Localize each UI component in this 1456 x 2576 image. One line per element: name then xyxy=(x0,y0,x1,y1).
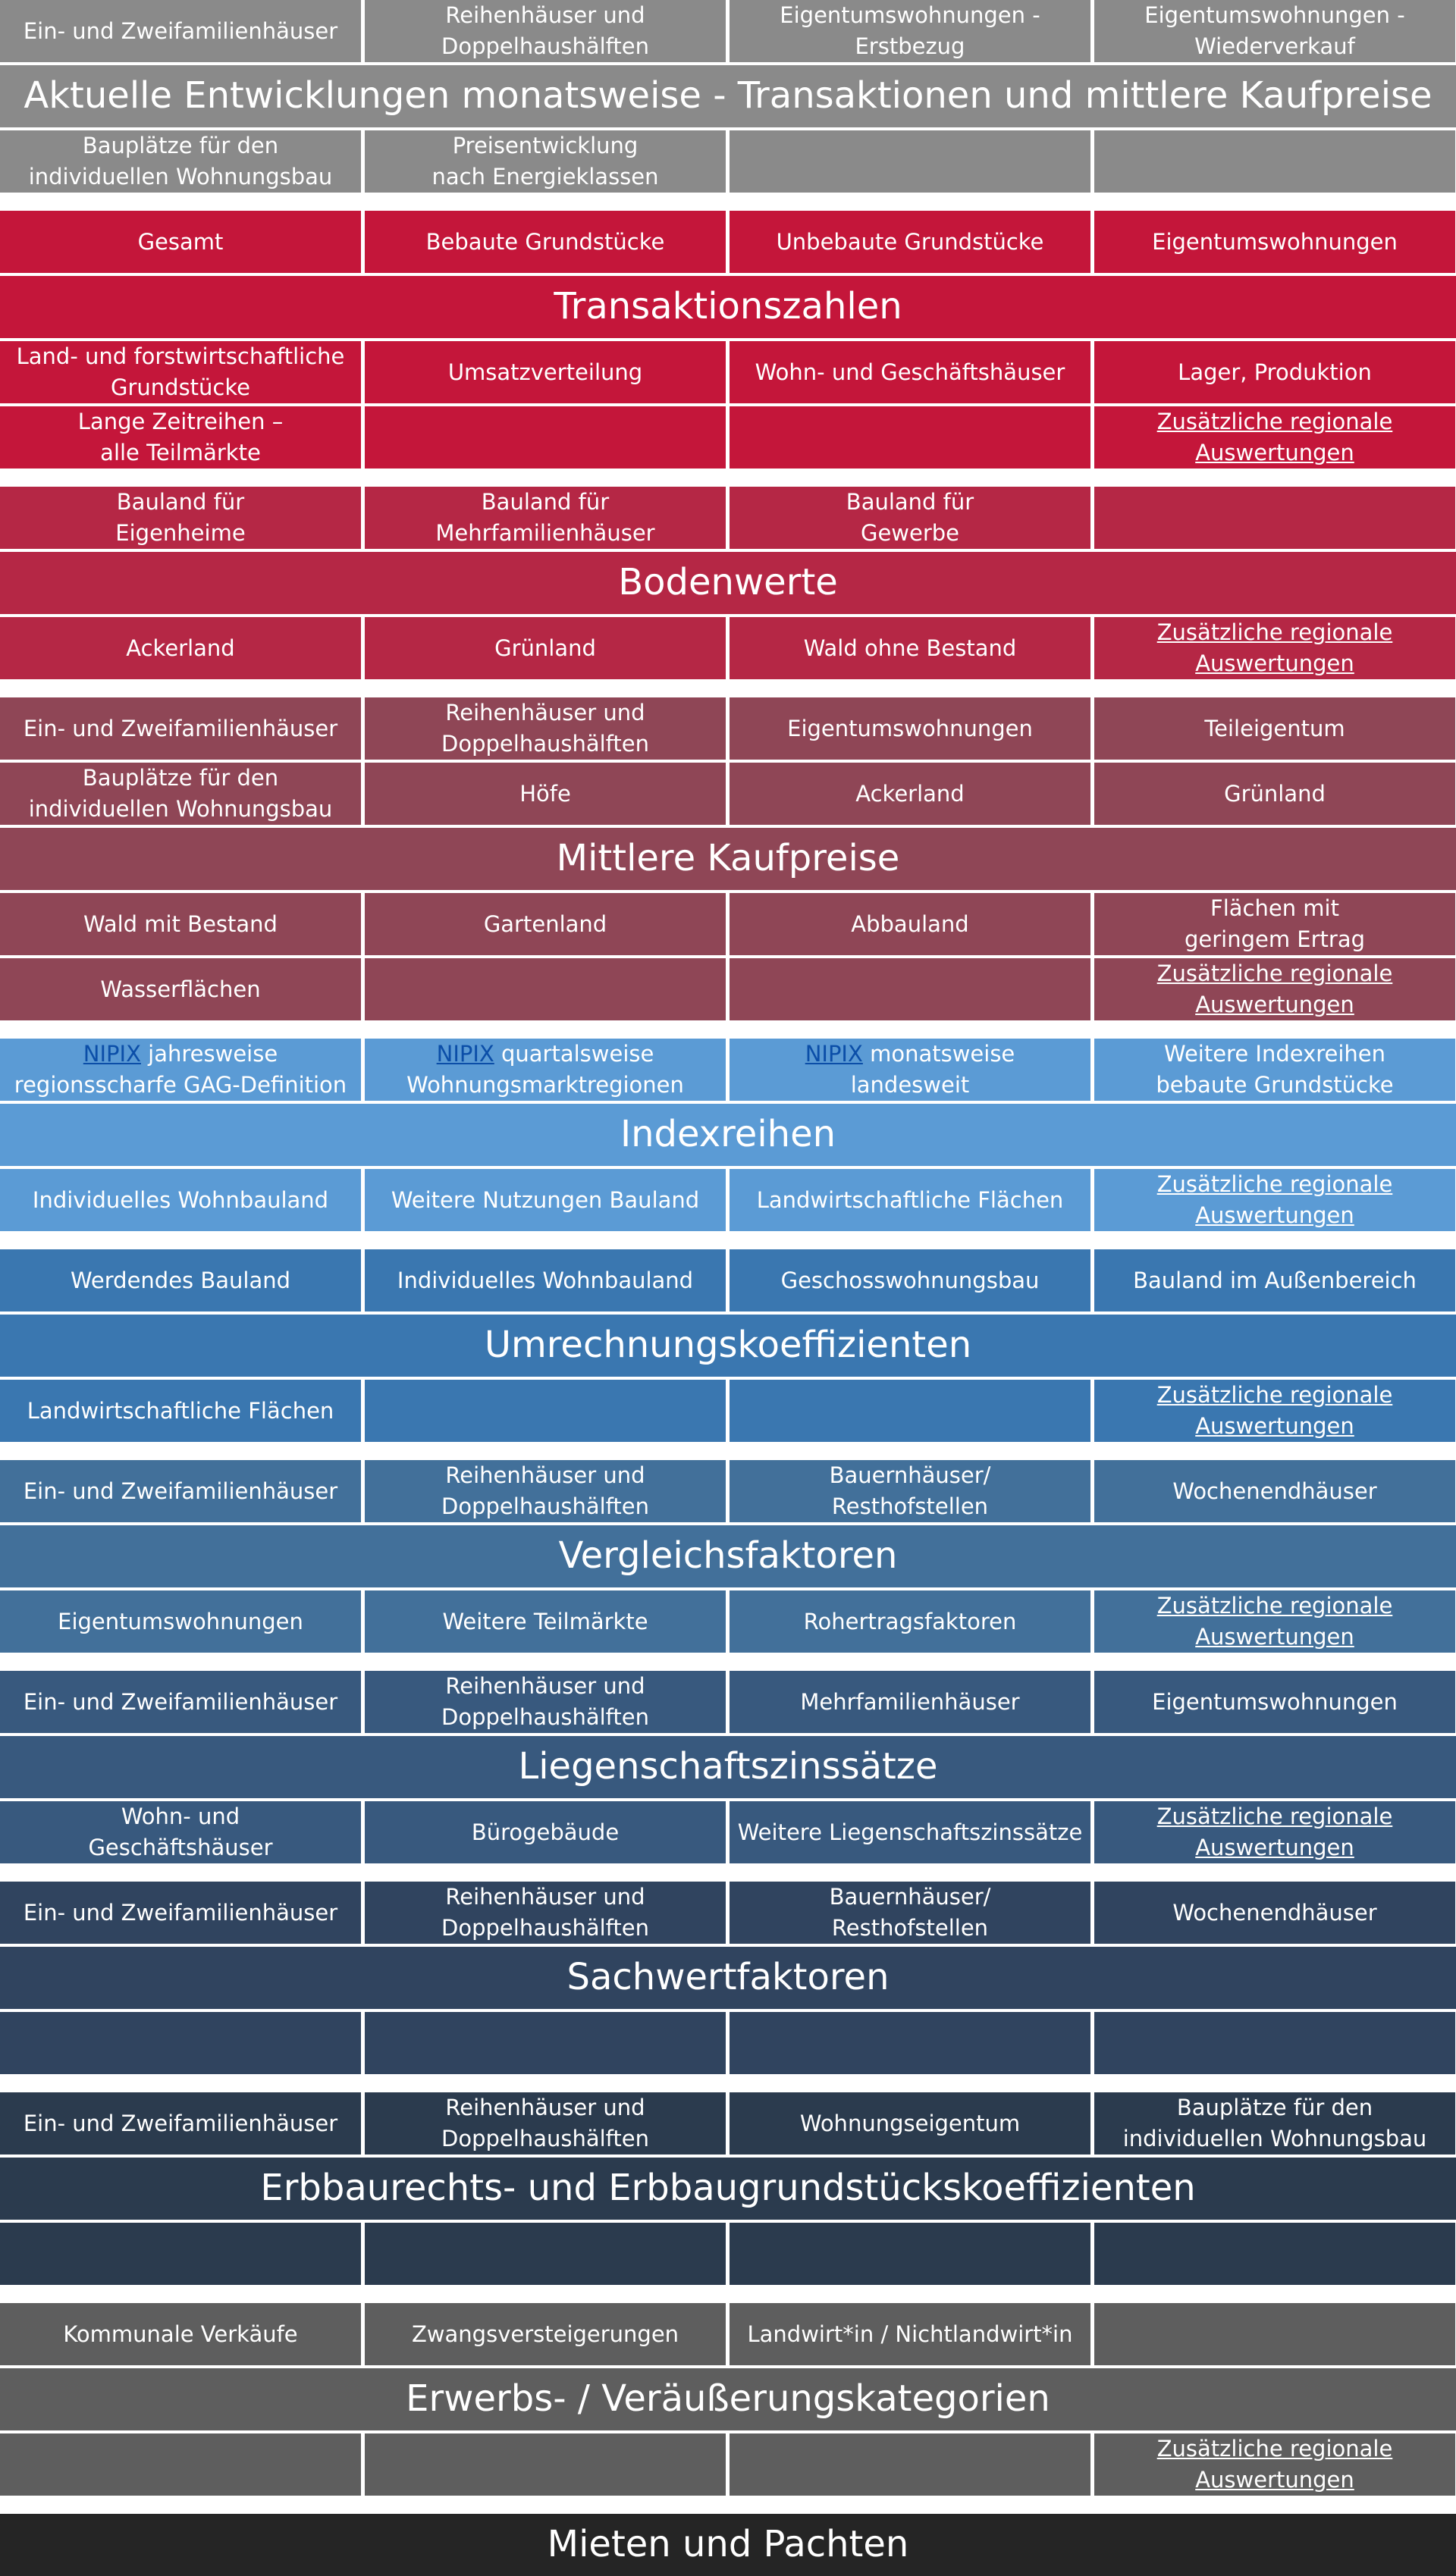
section-heading-label: Transaktionszahlen xyxy=(554,285,902,328)
tile-label: Weitere Nutzungen Bauland xyxy=(391,1186,700,1213)
tile-label: Weitere Teilmärkte xyxy=(442,1608,648,1634)
tile-label: Rohertragsfaktoren xyxy=(803,1608,1017,1634)
tile-kaufpreise[interactable] xyxy=(365,763,726,825)
tile-label: Bauernhäuser/ Resthofstellen xyxy=(829,1462,991,1519)
empty-cell xyxy=(0,2433,361,2496)
tile-indexreihen[interactable] xyxy=(0,1169,361,1231)
tile-label: Abbauland xyxy=(851,910,969,937)
tile-transaktionszahlen[interactable] xyxy=(730,211,1090,273)
tile-label: Ackerland xyxy=(855,780,965,807)
tile-label: Teileigentum xyxy=(1204,715,1345,741)
tile-liegenschaftszins[interactable] xyxy=(1094,1801,1455,1863)
tile-umrechnung[interactable] xyxy=(730,1249,1090,1312)
tile-label: Ein- und Zweifamilienhäuser xyxy=(23,1688,338,1715)
tile-kaufpreise[interactable] xyxy=(1094,763,1455,825)
tile-label: Reihenhäuser und Doppelhaushälften xyxy=(441,2095,649,2151)
tile-label: Gartenland xyxy=(483,910,607,937)
empty-cell xyxy=(730,406,1090,469)
section-heading-indexreihen[interactable] xyxy=(0,1104,1456,1166)
tile-bodenwerte[interactable] xyxy=(0,617,361,679)
tile-bodenwerte[interactable] xyxy=(0,487,361,549)
tile-einkauf[interactable] xyxy=(365,0,726,62)
empty-cell xyxy=(365,958,726,1020)
tile-label xyxy=(406,1039,684,1100)
tile-vergleichsfaktoren[interactable] xyxy=(730,1590,1090,1653)
nipix-link[interactable]: NIPIX xyxy=(436,1041,494,1067)
tile-bodenwerte[interactable] xyxy=(730,487,1090,549)
tile-label: Bauernhäuser/ Resthofstellen xyxy=(829,1884,991,1941)
empty-cell xyxy=(1094,2303,1455,2365)
empty-cell xyxy=(0,2012,361,2074)
tile-label: Unbebaute Grundstücke xyxy=(776,228,1044,255)
tile-label: Preisentwicklung nach Energieklassen xyxy=(431,133,659,190)
tile-sachwert[interactable] xyxy=(365,1882,726,1944)
tile-label: Wald ohne Bestand xyxy=(803,635,1017,661)
tile-sachwert[interactable] xyxy=(730,1882,1090,1944)
tile-umrechnung[interactable] xyxy=(1094,1249,1455,1312)
tile-indexreihen[interactable] xyxy=(1094,1039,1455,1101)
tile-kaufpreise[interactable] xyxy=(730,697,1090,760)
tile-label: Bürogebäude xyxy=(471,1819,620,1845)
tile-einkauf[interactable] xyxy=(1094,0,1455,62)
tile-label: Individuelles Wohnbauland xyxy=(32,1186,329,1213)
section-heading-kaufpreise[interactable] xyxy=(0,828,1456,890)
section-heading-transaktionszahlen[interactable] xyxy=(0,276,1456,338)
tile-label: Wochenendhäuser xyxy=(1172,1478,1377,1504)
section-heading-label: Bodenwerte xyxy=(618,561,838,604)
tile-label: Bauland im Außenbereich xyxy=(1133,1267,1417,1293)
tile-erwerb[interactable] xyxy=(730,2303,1090,2365)
tile-label: Geschosswohnungsbau xyxy=(780,1267,1040,1293)
tile-label-rest: jahresweise regionsscharfe GAG-Definition xyxy=(14,1041,347,1098)
tile-indexreihen[interactable] xyxy=(730,1039,1090,1101)
tile-erwerb[interactable] xyxy=(1094,2433,1455,2496)
section-heading-sachwert[interactable] xyxy=(0,1947,1456,2009)
empty-cell xyxy=(365,1380,726,1442)
tile-bodenwerte[interactable] xyxy=(365,487,726,549)
tile-transaktionszahlen[interactable] xyxy=(0,211,361,273)
regional-evaluations-link[interactable]: Zusätzliche regionale Auswertungen xyxy=(1156,961,1393,1017)
tile-label: Wald mit Bestand xyxy=(83,910,278,937)
tile-einkauf[interactable] xyxy=(730,0,1090,62)
tile-label: Bauland für Mehrfamilienhäuser xyxy=(435,489,655,546)
tile-kaufpreise[interactable] xyxy=(365,893,726,955)
tile-liegenschaftszins[interactable] xyxy=(1094,1671,1455,1733)
tile-label: Ackerland xyxy=(126,635,235,661)
tile-label: Lange Zeitreihen – alle Teilmärkte xyxy=(77,409,284,465)
tile-label: Eigentumswohnungen xyxy=(1152,228,1398,255)
tile-liegenschaftszins[interactable] xyxy=(365,1801,726,1863)
tile-liegenschaftszins[interactable] xyxy=(730,1671,1090,1733)
tile-umrechnung[interactable] xyxy=(365,1249,726,1312)
section-heading-mieten[interactable] xyxy=(0,2514,1456,2576)
section-heading-label: Erbbaurechts- und Erbbaugrundstückskoeffizienten xyxy=(260,2167,1196,2210)
tile-label: Bauplätze für den individuellen Wohnungsbau xyxy=(28,133,333,190)
tile-erwerb[interactable] xyxy=(0,2303,361,2365)
tile-label-rest: quartalsweise Wohnungsmarktregionen xyxy=(406,1041,684,1098)
tile-kaufpreise[interactable] xyxy=(365,697,726,760)
tile-liegenschaftszins[interactable] xyxy=(0,1671,361,1733)
section-heading-vergleichsfaktoren[interactable] xyxy=(0,1525,1456,1587)
regional-evaluations-link[interactable]: Zusätzliche regionale Auswertungen xyxy=(1156,1382,1393,1439)
tile-label: Bauplätze für den individuellen Wohnungsbau xyxy=(1122,2095,1427,2151)
tile-label: Reihenhäuser und Doppelhaushälften xyxy=(441,1673,649,1730)
tile-liegenschaftszins[interactable] xyxy=(0,1801,361,1863)
tile-label: Reihenhäuser und Doppelhaushälften xyxy=(441,1462,649,1519)
tile-label: Reihenhäuser und Doppelhaushälften xyxy=(441,1884,649,1941)
empty-cell xyxy=(1094,2223,1455,2285)
section-heading-label: Liegenschaftszinssätze xyxy=(518,1745,938,1788)
nipix-link[interactable]: NIPIX xyxy=(805,1041,863,1067)
tile-label: Gesamt xyxy=(137,228,224,255)
tile-erbbau[interactable] xyxy=(365,2092,726,2155)
tile-transaktionszahlen[interactable] xyxy=(1094,341,1455,403)
regional-evaluations-link[interactable]: Zusätzliche regionale Auswertungen xyxy=(1156,409,1393,465)
tile-indexreihen[interactable] xyxy=(0,1039,361,1101)
tile-label-rest: monatsweise landesweit xyxy=(850,1041,1015,1098)
section-heading-liegenschaftszins[interactable] xyxy=(0,1736,1456,1798)
tile-bodenwerte[interactable] xyxy=(730,617,1090,679)
tile-label: Eigentumswohnungen xyxy=(787,715,1033,741)
tile-label: Eigentumswohnungen xyxy=(58,1608,303,1634)
tile-label: Eigentumswohnungen - Wiederverkauf xyxy=(1144,2,1405,59)
section-heading-bodenwerte[interactable] xyxy=(0,552,1456,614)
regional-evaluations-link[interactable]: Zusätzliche regionale Auswertungen xyxy=(1156,1593,1393,1650)
tile-label: Wochenendhäuser xyxy=(1172,1899,1377,1926)
tile-sachwert[interactable] xyxy=(0,1882,361,1944)
tile-label: Eigentumswohnungen - Erstbezug xyxy=(780,2,1040,59)
tile-transaktionszahlen[interactable] xyxy=(1094,211,1455,273)
tile-indexreihen[interactable] xyxy=(1094,1169,1455,1231)
empty-cell xyxy=(365,2012,726,2074)
tile-vergleichsfaktoren[interactable] xyxy=(0,1590,361,1653)
tile-label: Mehrfamilienhäuser xyxy=(800,1688,1020,1715)
tile-indexreihen[interactable] xyxy=(365,1169,726,1231)
tile-transaktionszahlen[interactable] xyxy=(365,211,726,273)
tile-umrechnung[interactable] xyxy=(1094,1380,1455,1442)
empty-cell xyxy=(730,2012,1090,2074)
regional-evaluations-link[interactable]: Zusätzliche regionale Auswertungen xyxy=(1156,1804,1393,1860)
tile-erbbau[interactable] xyxy=(1094,2092,1455,2155)
tile-label: Ein- und Zweifamilienhäuser xyxy=(23,17,338,44)
tile-kaufpreise[interactable] xyxy=(1094,697,1455,760)
tile-label xyxy=(14,1039,347,1100)
tile-kaufpreise[interactable] xyxy=(0,893,361,955)
tile-label: Höfe xyxy=(519,780,571,807)
tile-vergleichsfaktoren[interactable] xyxy=(1094,1460,1455,1522)
tile-label: Ein- und Zweifamilienhäuser xyxy=(23,715,338,741)
tile-label: Weitere Liegenschaftszinssätze xyxy=(737,1819,1083,1845)
tile-label: Bauplätze für den individuellen Wohnungsbau xyxy=(28,765,333,822)
tile-vergleichsfaktoren[interactable] xyxy=(365,1460,726,1522)
tile-label: Landwirtschaftliche Flächen xyxy=(756,1186,1064,1213)
section-heading-umrechnung[interactable] xyxy=(0,1315,1456,1377)
tile-kaufpreise[interactable] xyxy=(730,893,1090,955)
regional-evaluations-link[interactable]: Zusätzliche regionale Auswertungen xyxy=(1156,619,1393,676)
tile-umrechnung[interactable] xyxy=(0,1380,361,1442)
tile-einkauf[interactable] xyxy=(0,0,361,62)
section-heading-einkauf[interactable] xyxy=(0,65,1456,127)
section-heading-erbbau[interactable] xyxy=(0,2158,1456,2220)
tile-erbbau[interactable] xyxy=(0,2092,361,2155)
tile-label: Individuelles Wohnbauland xyxy=(397,1267,694,1293)
empty-cell xyxy=(365,406,726,469)
tile-label: Grünland xyxy=(1224,780,1326,807)
tile-bodenwerte[interactable] xyxy=(365,617,726,679)
tile-indexreihen[interactable] xyxy=(730,1169,1090,1231)
tile-bodenwerte[interactable] xyxy=(1094,617,1455,679)
section-heading-label: Mieten und Pachten xyxy=(547,2523,909,2566)
tile-label: Wasserflächen xyxy=(100,976,261,1002)
section-heading-label: Vergleichsfaktoren xyxy=(558,1534,898,1578)
regional-evaluations-link[interactable]: Zusätzliche regionale Auswertungen xyxy=(1156,1171,1393,1228)
tile-label: Bebaute Grundstücke xyxy=(425,228,665,255)
tile-kaufpreise[interactable] xyxy=(0,763,361,825)
tile-label: Reihenhäuser und Doppelhaushälften xyxy=(441,700,649,757)
tile-label: Wohnungseigentum xyxy=(799,2110,1021,2136)
tile-label: Wohn- und Geschäftshäuser xyxy=(755,359,1065,385)
tile-label: Kommunale Verkäufe xyxy=(63,2321,298,2347)
section-heading-label: Mittlere Kaufpreise xyxy=(556,837,900,880)
tile-kaufpreise[interactable] xyxy=(730,763,1090,825)
tile-label: Reihenhäuser und Doppelhaushälften xyxy=(441,2,649,59)
empty-cell xyxy=(0,2223,361,2285)
tile-transaktionszahlen[interactable] xyxy=(730,341,1090,403)
empty-cell xyxy=(365,2223,726,2285)
tile-label: Werdendes Bauland xyxy=(70,1267,291,1293)
empty-cell xyxy=(730,958,1090,1020)
empty-cell xyxy=(730,2433,1090,2496)
tile-transaktionszahlen[interactable] xyxy=(365,341,726,403)
empty-cell xyxy=(730,2223,1090,2285)
empty-cell xyxy=(730,1380,1090,1442)
tile-erbbau[interactable] xyxy=(730,2092,1090,2155)
tile-einkauf[interactable] xyxy=(365,130,726,193)
tile-label: Lager, Produktion xyxy=(1178,359,1372,385)
tile-label: Flächen mit geringem Ertrag xyxy=(1184,895,1366,952)
tile-label: Ein- und Zweifamilienhäuser xyxy=(23,2110,338,2136)
tile-einkauf[interactable] xyxy=(0,130,361,193)
tile-label: Land- und forstwirtschaftliche Grundstücke xyxy=(16,343,345,400)
tile-kaufpreise[interactable] xyxy=(0,958,361,1020)
tile-label: Wohn- und Geschäftshäuser xyxy=(88,1804,273,1860)
section-heading-label: Umrechnungskoeffizienten xyxy=(484,1324,972,1367)
tile-vergleichsfaktoren[interactable] xyxy=(365,1590,726,1653)
tile-vergleichsfaktoren[interactable] xyxy=(730,1460,1090,1522)
tile-label: Grünland xyxy=(494,635,596,661)
tile-erwerb[interactable] xyxy=(365,2303,726,2365)
tile-indexreihen[interactable] xyxy=(365,1039,726,1101)
tile-label: Landwirt*in / Nichtlandwirt*in xyxy=(747,2321,1073,2347)
tile-label: Bauland für Eigenheime xyxy=(115,489,246,546)
tile-label xyxy=(805,1039,1015,1100)
empty-cell xyxy=(1094,130,1455,193)
tile-label: Bauland für Gewerbe xyxy=(846,489,974,546)
tile-kaufpreise[interactable] xyxy=(0,697,361,760)
tile-vergleichsfaktoren[interactable] xyxy=(1094,1590,1455,1653)
tile-label: Zwangsversteigerungen xyxy=(411,2321,679,2347)
section-heading-label: Erwerbs- / Veräußerungskategorien xyxy=(406,2377,1050,2421)
tile-liegenschaftszins[interactable] xyxy=(730,1801,1090,1863)
tile-sachwert[interactable] xyxy=(1094,1882,1455,1944)
empty-cell xyxy=(730,130,1090,193)
empty-cell xyxy=(1094,2012,1455,2074)
section-heading-erwerb[interactable] xyxy=(0,2368,1456,2430)
tile-label: Ein- und Zweifamilienhäuser xyxy=(23,1899,338,1926)
tile-kaufpreise[interactable] xyxy=(1094,893,1455,955)
tile-label: Landwirtschaftliche Flächen xyxy=(27,1397,334,1424)
section-heading-label: Sachwertfaktoren xyxy=(566,1956,890,1999)
tile-kaufpreise[interactable] xyxy=(1094,958,1455,1020)
section-heading-label: Indexreihen xyxy=(620,1113,836,1156)
empty-cell xyxy=(365,2433,726,2496)
tile-liegenschaftszins[interactable] xyxy=(365,1671,726,1733)
tile-umrechnung[interactable] xyxy=(0,1249,361,1312)
tile-transaktionszahlen[interactable] xyxy=(0,341,361,403)
tile-label: Weitere Indexreihen bebaute Grundstücke xyxy=(1156,1041,1394,1098)
tile-vergleichsfaktoren[interactable] xyxy=(0,1460,361,1522)
tile-label: Umsatzverteilung xyxy=(447,359,643,385)
tile-transaktionszahlen[interactable] xyxy=(1094,406,1455,469)
regional-evaluations-link[interactable]: Zusätzliche regionale Auswertungen xyxy=(1156,2436,1393,2493)
nipix-link[interactable]: NIPIX xyxy=(83,1041,141,1067)
empty-cell xyxy=(1094,487,1455,549)
tile-transaktionszahlen[interactable] xyxy=(0,406,361,469)
tile-label: Ein- und Zweifamilienhäuser xyxy=(23,1478,338,1504)
section-heading-label: Aktuelle Entwicklungen monatsweise - Transaktionen und mittlere Kaufpreise xyxy=(24,74,1432,118)
tile-label: Eigentumswohnungen xyxy=(1152,1688,1398,1715)
